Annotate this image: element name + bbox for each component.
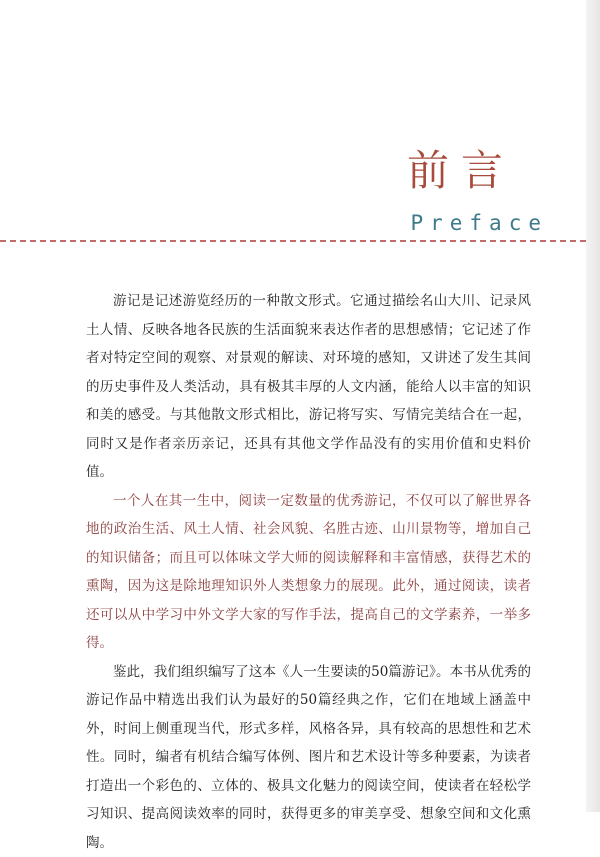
dashed-divider [0, 240, 586, 242]
paragraph-3: 鉴此，我们组织编写了这本《人一生要读的50篇游记》。本书从优秀的游记作品中精选出我们认为最好的50篇经典之作，它们在地域上涵盖中外，时间上侧重现当代，形式多样，风格各异，具有较高的思想性和艺术性。同时，编者有机结合编写体例、图片和艺术设计等多种要素，为读者打造出一个彩色的、立体的、极具文化魅力的阅读空间，使读者在轻松学习知识、提高阅读效率的同时，获得更多的审美享受、想象空间和文化熏陶。 [86, 658, 531, 857]
page-edge-shadow [586, 0, 600, 812]
preface-body [86, 287, 531, 857]
page-title-chinese: 前言 [407, 150, 515, 192]
page-title-english: Preface [410, 213, 548, 234]
paragraph-1: 游记是记述游览经历的一种散文形式。它通过描绘名山大川、记录风土人情、反映各地各民族的生活面貌来表达作者的思想感情；它记述了作者对特定空间的观察、对景观的解读、对环境的感知，又讲述了发生其间的历史事件及人类活动，具有极其丰厚的人文内涵，能给人以丰富的知识和美的感受。与其他散文形式相比，游记将写实、写情完美结合在一起，同时又是作者亲历亲记，还具有其他文学作品没有的实用价值和史料价值。 [86, 287, 531, 487]
paragraph-2: 一个人在其一生中，阅读一定数量的优秀游记，不仅可以了解世界各地的政治生活、风土人情、社会风貌、名胜古迹、山川景物等，增加自己的知识储备；而且可以体味文学大师的阅读解释和丰富情感，获得艺术的熏陶，因为这是除地理知识外人类想象力的展现。此外，通过阅读，读者还可以从中学习中外文学大家的写作手法，提高自己的文学素养，一举多得。 [86, 487, 531, 658]
